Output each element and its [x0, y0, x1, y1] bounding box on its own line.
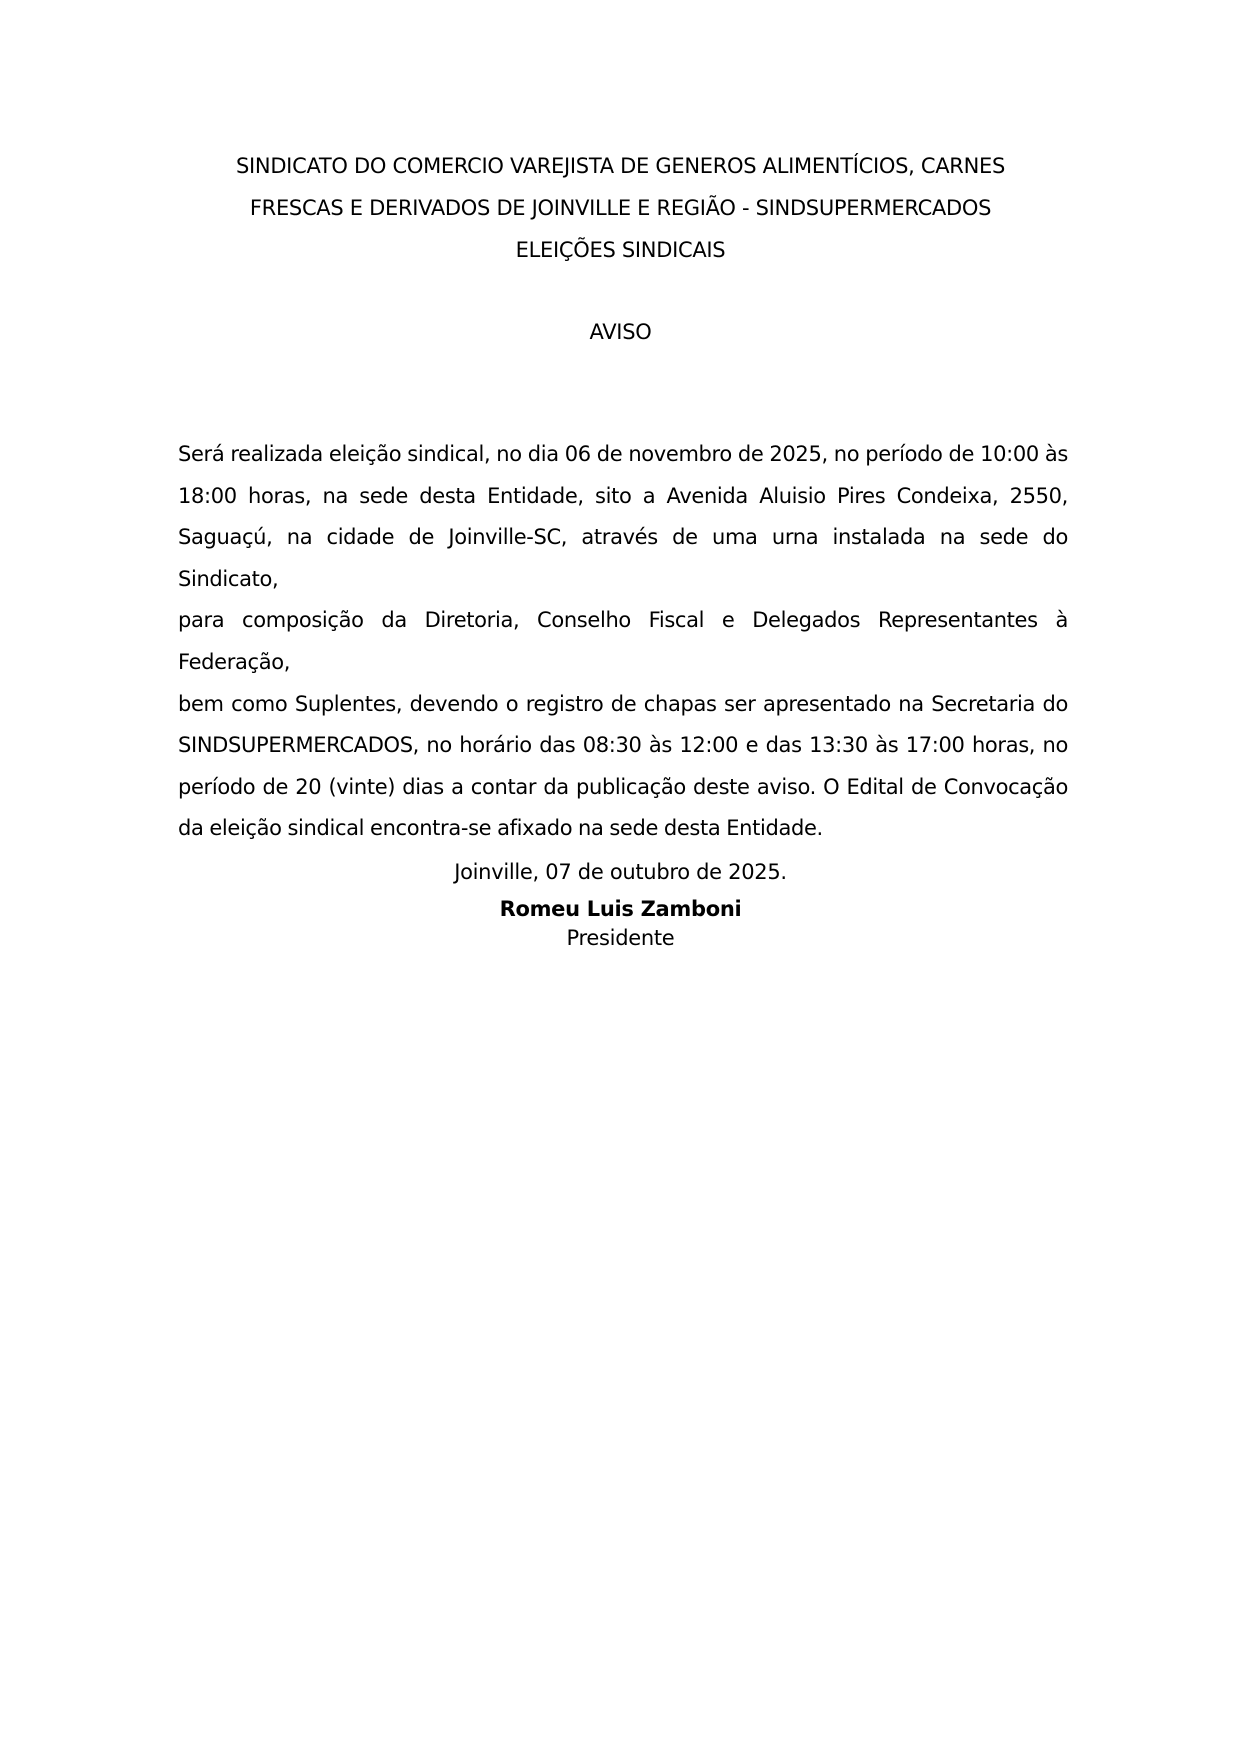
document-header: [160, 145, 1081, 271]
notice-title: AVISO: [589, 320, 652, 344]
notice-body-line-5: bem como Suplentes, devendo o registro de chapas ser apresentado na Secretaria do: [178, 691, 1068, 716]
closing-block: [160, 852, 1081, 952]
header-line-1: SINDICATO DO COMERCIO VAREJISTA DE GENEROS ALIMENTÍCIOS, CARNES: [235, 154, 1006, 178]
header-line-2: FRESCAS E DERIVADOS DE JOINVILLE E REGIÃO - SINDSUPERMERCADOS: [249, 196, 992, 220]
notice-body-line-2: 18:00 horas, na sede desta Entidade, sito a Avenida Aluisio Pires Condeixa, 2550,: [178, 483, 1068, 508]
place-date: Joinville, 07 de outubro de 2025.: [454, 860, 787, 884]
notice-body-line-6: SINDSUPERMERCADOS, no horário das 08:30 às 12:00 e das 13:30 às 17:00 horas, no: [178, 733, 1068, 758]
signer-role: Presidente: [566, 926, 675, 950]
header-line-3: ELEIÇÕES SINDICAIS: [515, 238, 726, 262]
notice-body-line-8: da eleição sindical encontra-se afixado na sede desta Entidade.: [178, 816, 823, 841]
signer-name: Romeu Luis Zamboni: [499, 897, 742, 921]
notice-body-line-4: para composição da Diretoria, Conselho Fiscal e Delegados Representantes à Federação,: [178, 608, 1068, 674]
notice-body: [178, 434, 1068, 850]
notice-body-line-3: Saguaçú, na cidade de Joinville-SC, através de uma urna instalada na sede do Sindicato,: [178, 525, 1068, 591]
notice-body-line-7: período de 20 (vinte) dias a contar da publicação deste aviso. O Edital de Convocação: [178, 774, 1068, 799]
notice-body-line-1: Será realizada eleição sindical, no dia 06 de novembro de 2025, no período de 10:00 às: [178, 442, 1068, 466]
